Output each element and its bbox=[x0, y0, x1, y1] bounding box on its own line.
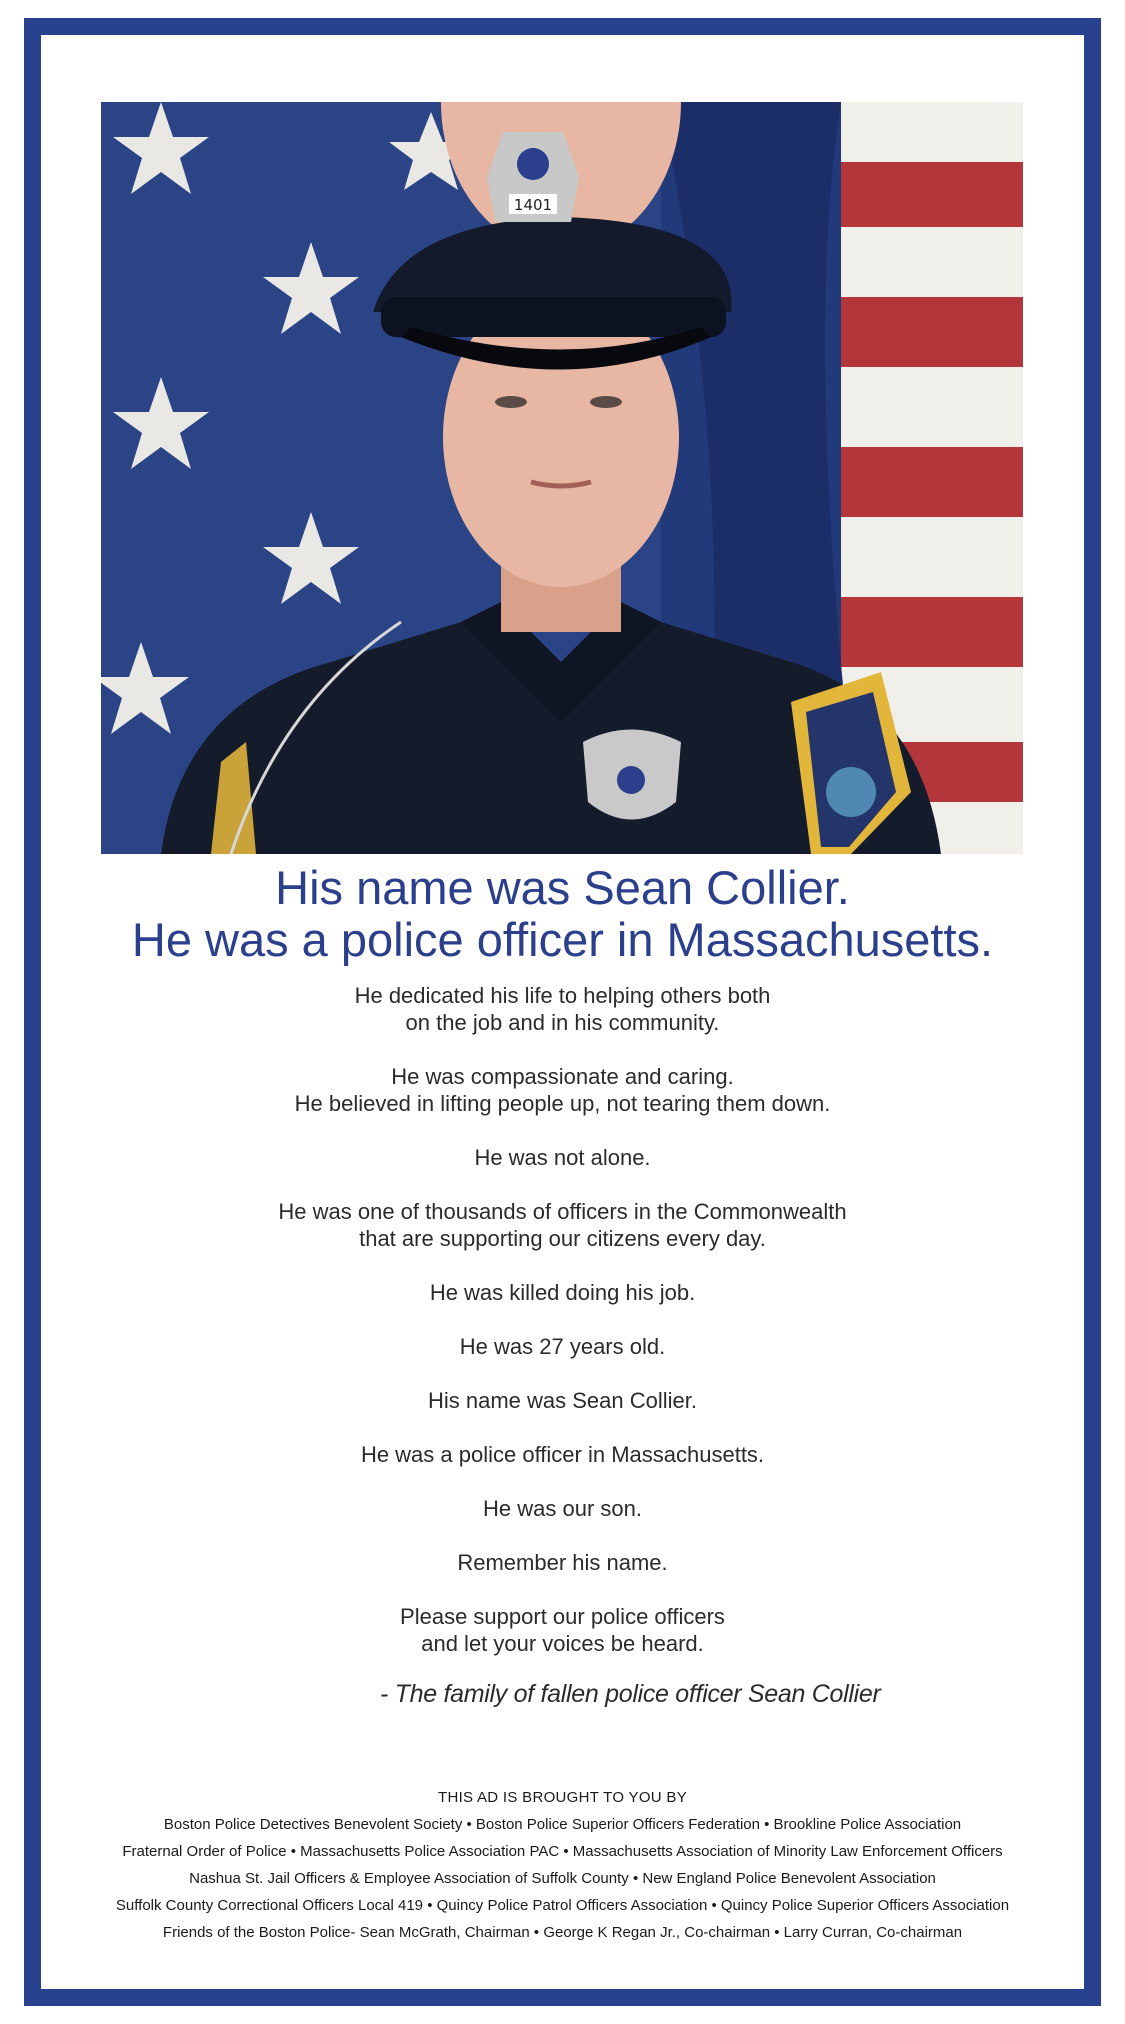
paragraph-line: He believed in lifting people up, not tearing them down. bbox=[294, 1091, 831, 1116]
headline-line-1: His name was Sean Collier. bbox=[275, 861, 850, 914]
paragraph-line: He was our son. bbox=[483, 1496, 642, 1521]
paragraph-line: Please support our police officers bbox=[400, 1604, 725, 1629]
paragraph bbox=[24, 1144, 1101, 1171]
sponsors-heading: THIS AD IS BROUGHT TO YOU BY bbox=[437, 1789, 687, 1806]
paragraph-line: He was one of thousands of officers in the Commonwealth bbox=[278, 1199, 847, 1224]
hat-badge-number: 1401 bbox=[513, 196, 553, 214]
paragraph-line: and let your voices be heard. bbox=[421, 1631, 704, 1656]
headline-line-2: He was a police officer in Massachusetts. bbox=[131, 913, 994, 966]
officer-portrait-photo bbox=[101, 102, 1023, 854]
paragraph bbox=[24, 982, 1101, 1036]
paragraph bbox=[24, 1495, 1101, 1522]
paragraph-line: Remember his name. bbox=[457, 1550, 668, 1575]
paragraph-line: that are supporting our citizens every day. bbox=[359, 1226, 766, 1251]
paragraph-line: His name was Sean Collier. bbox=[427, 1388, 697, 1413]
paragraph-line: on the job and in his community. bbox=[405, 1010, 720, 1035]
paragraph-line: He was killed doing his job. bbox=[429, 1280, 696, 1305]
headline bbox=[24, 862, 1101, 966]
sponsors-line: Fraternal Order of Police • Massachusetts Police Association PAC • Massachusetts Association of Minority Law Enforcement Officers bbox=[122, 1843, 1003, 1860]
paragraph bbox=[24, 1279, 1101, 1306]
paragraph-line: He was compassionate and caring. bbox=[391, 1064, 734, 1089]
paragraph-line: He was not alone. bbox=[474, 1145, 651, 1170]
tribute-body bbox=[24, 982, 1101, 1684]
sponsors-line: Boston Police Detectives Benevolent Society • Boston Police Superior Officers Federation • Brookline Police Association bbox=[163, 1816, 962, 1833]
paragraph bbox=[24, 1198, 1101, 1252]
sponsors-block bbox=[24, 1784, 1101, 1946]
family-signature: - The family of fallen police officer Sean Collier bbox=[380, 1680, 881, 1708]
paragraph bbox=[24, 1441, 1101, 1468]
sponsors-line: Suffolk County Correctional Officers Local 419 • Quincy Police Patrol Officers Association • Quincy Police Superior Officers Association bbox=[115, 1897, 1010, 1914]
paragraph bbox=[24, 1603, 1101, 1657]
paragraph-line: He was a police officer in Massachusetts. bbox=[360, 1442, 765, 1467]
paragraph-line: He was 27 years old. bbox=[459, 1334, 666, 1359]
paragraph bbox=[24, 1333, 1101, 1360]
paragraph bbox=[24, 1549, 1101, 1576]
paragraph-line: He dedicated his life to helping others both bbox=[354, 983, 771, 1008]
sponsors-line: Friends of the Boston Police- Sean McGrath, Chairman • George K Regan Jr., Co-chairman • Larry Curran, Co-chairman bbox=[162, 1924, 963, 1941]
paragraph bbox=[24, 1387, 1101, 1414]
paragraph bbox=[24, 1063, 1101, 1117]
sponsors-line: Nashua St. Jail Officers & Employee Association of Suffolk County • New England Police Benevolent Association bbox=[189, 1870, 936, 1887]
